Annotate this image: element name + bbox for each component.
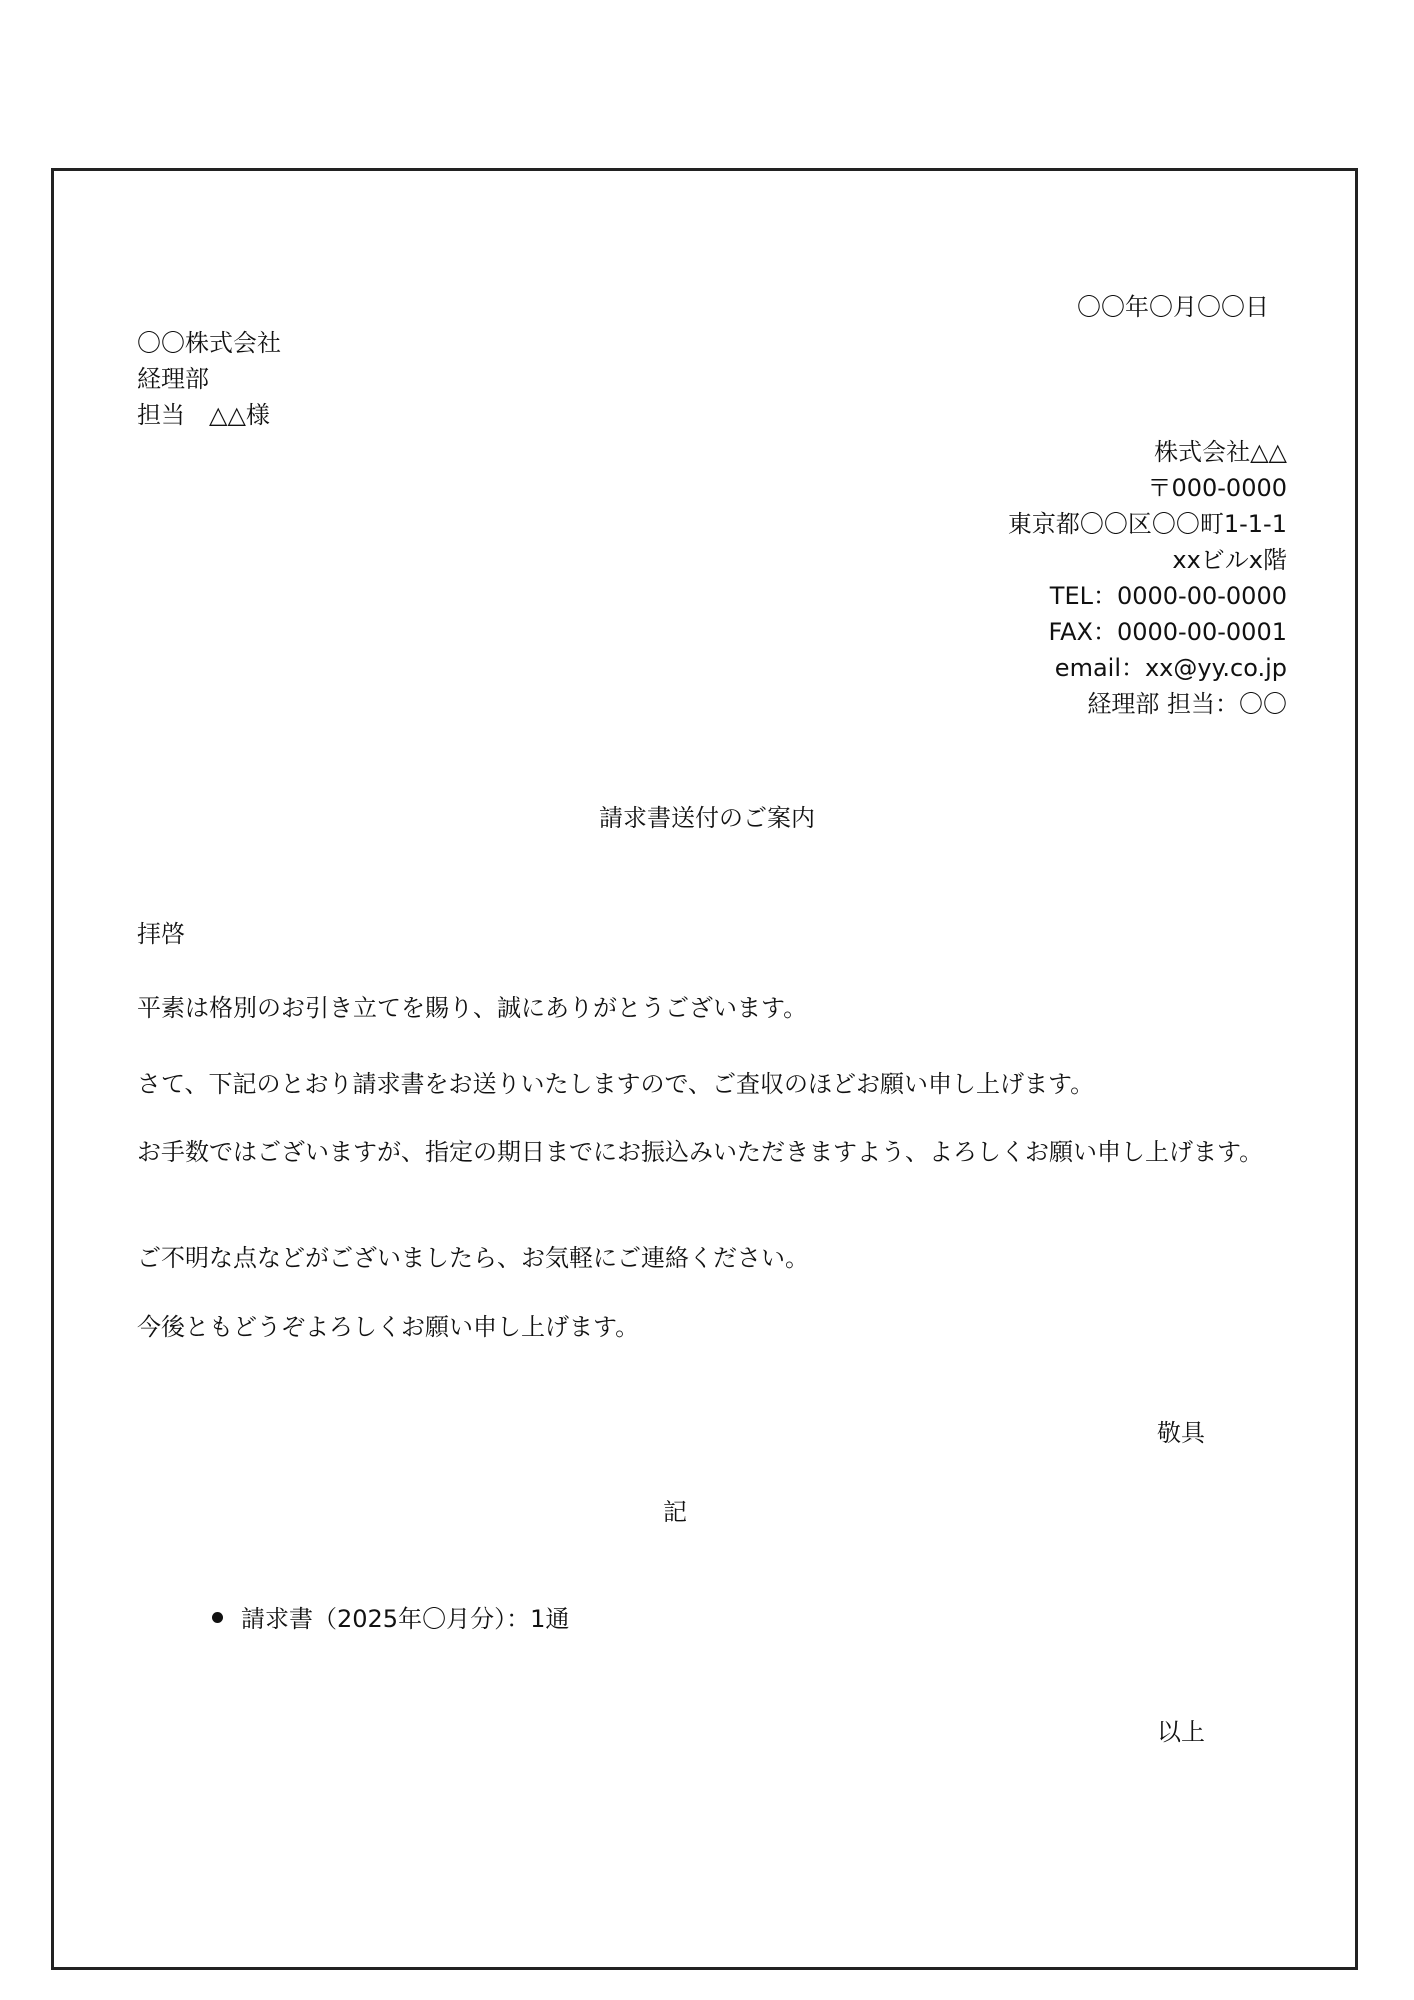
body-paragraph: 今後ともどうぞよろしくお願い申し上げます。	[137, 1313, 640, 1341]
body-paragraph: ご不明な点などがございましたら、お気軽にご連絡ください。	[137, 1244, 809, 1272]
letter-subject: 請求書送付のご案内	[599, 804, 815, 832]
sender-email: email：xx@yy.co.jp	[1054, 654, 1287, 682]
end-mark: 以上	[1157, 1718, 1205, 1746]
sender-contact: 経理部 担当：〇〇	[1087, 690, 1287, 718]
sender-building: xxビルx階	[1172, 546, 1287, 574]
body-paragraph: 平素は格別のお引き立てを賜り、誠にありがとうございます。	[137, 994, 808, 1022]
sender-company: 株式会社△△	[1154, 438, 1287, 466]
recipient-person: 担当 △△様	[137, 401, 270, 429]
body-paragraph: お手数ではございますが、指定の期日までにお振込みいただきますよう、よろしくお願い申し上げます。	[137, 1138, 1264, 1166]
enclosure-item-text: 請求書（2025年〇月分）：1通	[241, 1605, 570, 1633]
bullet-icon	[212, 1612, 223, 1623]
body-paragraph: さて、下記のとおり請求書をお送りいたしますので、ご査収のほどお願い申し上げます。	[137, 1070, 1095, 1098]
enclosure-list-item	[212, 1601, 569, 1637]
closing-salutation: 敬具	[1157, 1419, 1205, 1447]
recipient-block	[137, 325, 281, 433]
sender-postal: 〒000-0000	[1147, 474, 1287, 502]
sender-block	[1008, 434, 1287, 722]
sender-fax: FAX：0000-00-0001	[1048, 618, 1287, 646]
recipient-department: 経理部	[137, 365, 209, 393]
sender-tel: TEL：0000-00-0000	[1049, 582, 1287, 610]
recipient-company: 〇〇株式会社	[137, 329, 281, 357]
letter-date: 〇〇年〇月〇〇日	[1077, 293, 1269, 321]
ki-heading: 記	[663, 1498, 687, 1526]
sender-address: 東京都〇〇区〇〇町1-1-1	[1007, 510, 1287, 538]
opening-salutation: 拝啓	[137, 920, 185, 948]
